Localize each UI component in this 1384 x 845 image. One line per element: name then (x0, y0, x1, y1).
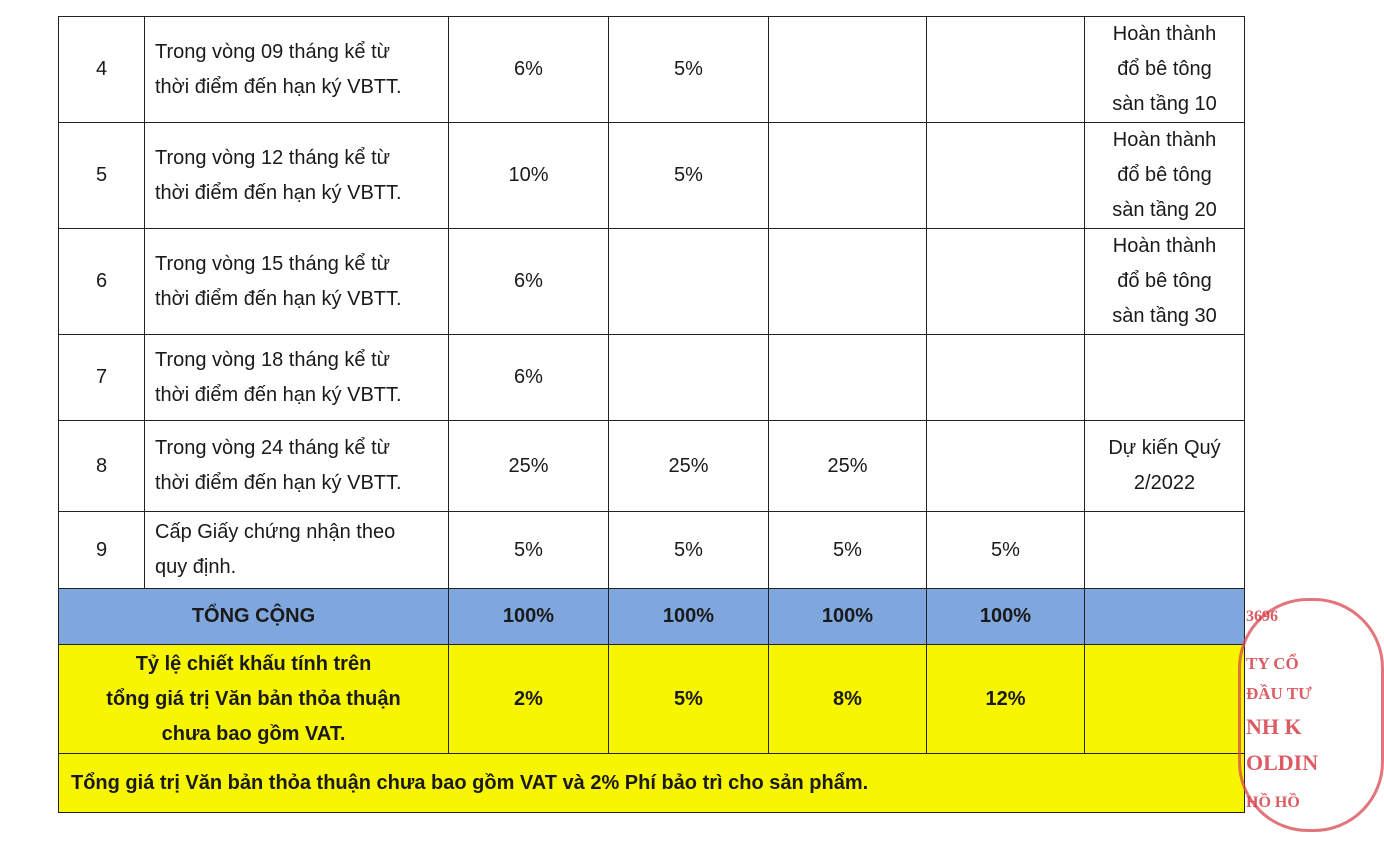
table-row (59, 335, 1245, 421)
milestone-cell (1085, 17, 1245, 123)
discount-label (59, 645, 449, 754)
discount-label-line: chưa bao gồm VAT. (161, 722, 346, 745)
milestone-line: Hoàn thành (1112, 23, 1217, 45)
payment-term-line: Trong vòng 24 tháng kể từ (155, 437, 391, 459)
total-cell: 100% (609, 589, 769, 645)
milestone-cell (1085, 335, 1245, 421)
company-stamp (1232, 592, 1322, 832)
milestone-line: Hoàn thành (1112, 129, 1217, 151)
stamp-text: NH K (1246, 714, 1302, 739)
table-row (59, 123, 1245, 229)
milestone-line: đổ bê tông (1117, 164, 1212, 186)
table-row (59, 512, 1245, 589)
discount-cell: 5% (609, 645, 769, 754)
rate-cell: 25% (769, 421, 927, 512)
stamp-ring (1238, 598, 1384, 832)
rate-cell: 5% (609, 17, 769, 123)
rate-cell: 25% (609, 421, 769, 512)
rate-cell (609, 229, 769, 335)
rate-cell (769, 335, 927, 421)
stamp-text: OLDIN (1246, 750, 1319, 775)
rate-cell (927, 421, 1085, 512)
rate-cell: 5% (927, 512, 1085, 589)
discount-row (59, 645, 1245, 754)
rate-cell (927, 123, 1085, 229)
milestone-line: Hoàn thành (1112, 235, 1217, 257)
milestone-cell (1085, 229, 1245, 335)
rate-cell: 5% (609, 123, 769, 229)
discount-label-line: tổng giá trị Văn bản thỏa thuận (106, 687, 401, 710)
payment-term-line: Trong vòng 09 tháng kể từ (155, 40, 391, 63)
payment-term-line: Trong vòng 12 tháng kể từ (155, 146, 391, 169)
footer-note: Tổng giá trị Văn bản thỏa thuận chưa bao gồm VAT và 2% Phí bảo trì cho sản phẩm. (59, 754, 1245, 813)
rate-cell: 25% (449, 421, 609, 512)
table-row (59, 421, 1245, 512)
payment-term-line: thời điểm đến hạn ký VBTT. (155, 75, 402, 98)
total-cell: 100% (449, 589, 609, 645)
row-number: 9 (59, 512, 145, 589)
table-row (59, 229, 1245, 335)
rate-cell: 6% (449, 229, 609, 335)
payment-term-line: Trong vòng 18 tháng kể từ (155, 348, 391, 371)
payment-term-line: thời điểm đến hạn ký VBTT. (155, 472, 402, 494)
milestone-line: 2/2022 (1133, 472, 1196, 494)
stamp-text: HỒ HỒ (1246, 794, 1300, 811)
payment-term-line: thời điểm đến hạn ký VBTT. (155, 383, 402, 406)
payment-term (145, 123, 449, 229)
row-number: 6 (59, 229, 145, 335)
milestone-cell (1085, 421, 1245, 512)
rate-cell: 5% (769, 512, 927, 589)
milestone-cell (1085, 123, 1245, 229)
rate-cell (927, 229, 1085, 335)
rate-cell (927, 335, 1085, 421)
payment-term-line: quy định. (155, 556, 237, 578)
discount-cell: 2% (449, 645, 609, 754)
rate-cell: 6% (449, 335, 609, 421)
discount-empty-cell (1085, 645, 1245, 754)
milestone-line: sàn tầng 20 (1112, 199, 1217, 221)
payment-term (145, 421, 449, 512)
row-number: 8 (59, 421, 145, 512)
rate-cell (769, 17, 927, 123)
row-number: 5 (59, 123, 145, 229)
milestone-line: sàn tầng 30 (1112, 305, 1217, 327)
payment-term (145, 335, 449, 421)
rate-cell (609, 335, 769, 421)
stamp-text: 3696 (1246, 608, 1278, 625)
rate-cell: 10% (449, 123, 609, 229)
payment-term-line: thời điểm đến hạn ký VBTT. (155, 287, 402, 310)
payment-term-line: Cấp Giấy chứng nhận theo (155, 521, 396, 543)
milestone-cell (1085, 512, 1245, 589)
milestone-line: đổ bê tông (1117, 58, 1212, 80)
rate-cell: 6% (449, 17, 609, 123)
rate-cell (769, 123, 927, 229)
payment-term-line: Trong vòng 15 tháng kể từ (155, 252, 391, 275)
payment-term-line: thời điểm đến hạn ký VBTT. (155, 181, 402, 204)
row-number: 4 (59, 17, 145, 123)
rate-cell (769, 229, 927, 335)
milestone-line: đổ bê tông (1117, 270, 1212, 292)
rate-cell: 5% (609, 512, 769, 589)
footer-row (59, 754, 1245, 813)
total-cell: 100% (769, 589, 927, 645)
milestone-line: Dự kiến Quý (1108, 437, 1221, 459)
rate-cell (927, 17, 1085, 123)
payment-term (145, 17, 449, 123)
stamp-text: TY CỔ (1246, 654, 1299, 673)
payment-schedule-table (58, 16, 1245, 813)
milestone-line: sàn tầng 10 (1112, 93, 1217, 115)
payment-term (145, 229, 449, 335)
table-row (59, 17, 1245, 123)
total-empty-cell (1085, 589, 1245, 645)
total-cell: 100% (927, 589, 1085, 645)
rate-cell: 5% (449, 512, 609, 589)
discount-cell: 12% (927, 645, 1085, 754)
discount-label-line: Tỷ lệ chiết khấu tính trên (135, 652, 372, 675)
payment-term (145, 512, 449, 589)
discount-cell: 8% (769, 645, 927, 754)
total-row (59, 589, 1245, 645)
total-label: TỔNG CỘNG (59, 589, 449, 645)
stamp-text: ĐẦU TƯ (1246, 684, 1312, 703)
row-number: 7 (59, 335, 145, 421)
